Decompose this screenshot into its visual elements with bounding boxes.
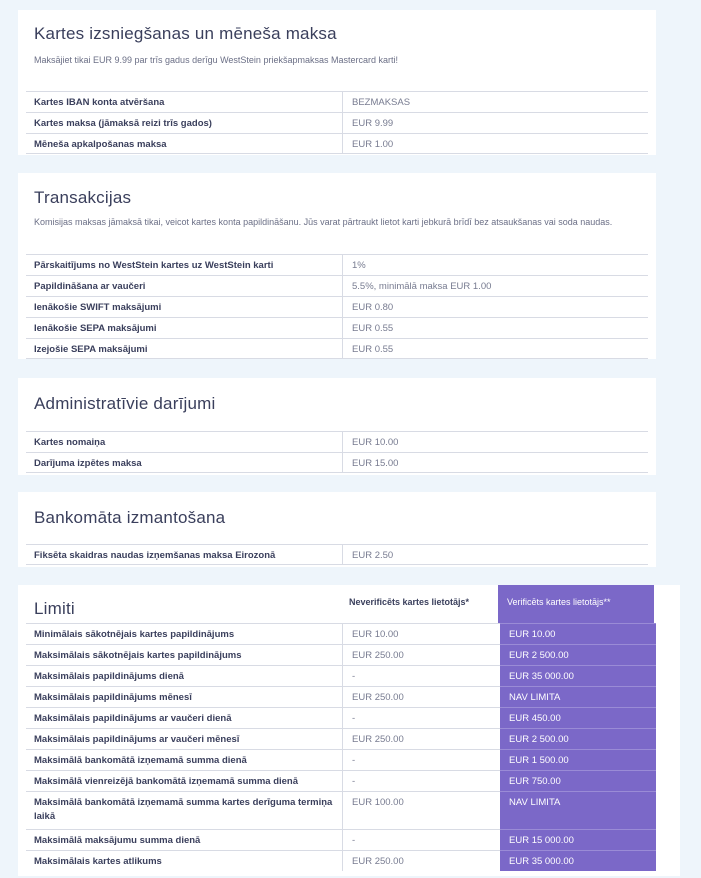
unverified-value: -	[352, 713, 356, 724]
row-label: Kartes IBAN konta atvēršana	[26, 92, 343, 112]
verified-value: EUR 1 500.00	[500, 749, 656, 770]
table-row	[26, 431, 648, 452]
row-value: 5.5%, minimālā maksa EUR 1.00	[352, 281, 492, 292]
admin-title: Administratīvie darījumi	[34, 394, 216, 413]
table-row	[26, 829, 656, 850]
admin-card	[18, 378, 656, 475]
verified-value: EUR 15 000.00	[500, 829, 656, 850]
transactions-title: Transakcijas	[34, 188, 132, 207]
row-label: Darījuma izpētes maksa	[26, 453, 343, 472]
issuance-table	[26, 91, 648, 154]
row-label: Minimālais sākotnējais kartes papildinājums	[26, 624, 343, 644]
table-row	[26, 644, 656, 665]
transactions-table	[26, 254, 648, 359]
table-row	[26, 623, 656, 644]
verified-value: EUR 2 500.00	[500, 728, 656, 749]
atm-card	[18, 492, 656, 567]
row-value: EUR 0.55	[352, 323, 394, 334]
row-value: EUR 0.80	[352, 302, 394, 313]
row-value: EUR 10.00	[352, 437, 399, 448]
verified-value: EUR 750.00	[500, 770, 656, 791]
table-row	[26, 850, 656, 871]
unverified-value: -	[352, 671, 356, 682]
unverified-value: EUR 250.00	[352, 734, 404, 745]
row-label: Mēneša apkalpošanas maksa	[26, 134, 343, 153]
verified-value: EUR 2 500.00	[500, 644, 656, 665]
table-row	[26, 133, 648, 154]
row-label: Fiksēta skaidras naudas izņemšanas maksa Eirozonā	[26, 545, 343, 564]
row-label: Maksimālais papildinājums mēnesī	[26, 687, 343, 707]
unverified-value: EUR 250.00	[352, 650, 404, 661]
verified-value: NAV LIMITA	[500, 791, 656, 829]
verified-value: EUR 35 000.00	[500, 850, 656, 871]
row-label: Papildināšana ar vaučeri	[26, 276, 343, 296]
verified-value: EUR 450.00	[500, 707, 656, 728]
row-label: Izejošie SEPA maksājumi	[26, 339, 343, 358]
verified-value: NAV LIMITA	[500, 686, 656, 707]
table-row	[26, 544, 648, 565]
table-row	[26, 112, 648, 133]
verified-value: EUR 10.00	[500, 623, 656, 644]
row-label: Maksimālā maksājumu summa dienā	[26, 830, 343, 850]
row-label: Maksimālais papildinājums ar vaučeri mēnesī	[26, 729, 343, 749]
unverified-value: -	[352, 755, 356, 766]
row-label: Ienākošie SEPA maksājumi	[26, 318, 343, 338]
issuance-title: Kartes izsniegšanas un mēneša maksa	[34, 24, 337, 43]
row-value: 1%	[352, 260, 366, 271]
row-label: Maksimālais sākotnējais kartes papildinājums	[26, 645, 343, 665]
table-row	[26, 338, 648, 359]
atm-title: Bankomāta izmantošana	[34, 508, 226, 527]
row-label: Maksimālais kartes atlikums	[26, 851, 343, 871]
table-row	[26, 91, 648, 112]
row-value: BEZMAKSAS	[352, 97, 411, 108]
table-row	[26, 770, 656, 791]
table-row	[26, 749, 656, 770]
verified-value: EUR 35 000.00	[500, 665, 656, 686]
row-label: Maksimālā bankomātā izņemamā summa dienā	[26, 750, 343, 770]
atm-table	[26, 544, 648, 565]
row-label: Ienākošie SWIFT maksājumi	[26, 297, 343, 317]
unverified-value: -	[352, 835, 356, 846]
verified-column-header: Verificēts kartes lietotājs**	[498, 585, 654, 623]
table-row	[26, 452, 648, 473]
row-value: EUR 15.00	[352, 458, 399, 469]
row-label: Maksimālā vienreizējā bankomātā izņemamā summa dienā	[26, 771, 343, 791]
limits-card	[18, 585, 680, 876]
unverified-value: EUR 10.00	[352, 629, 399, 640]
table-row	[26, 296, 648, 317]
row-value: EUR 1.00	[352, 139, 394, 150]
limits-table	[26, 623, 656, 871]
limits-title: Limiti	[34, 599, 75, 618]
table-row	[26, 665, 656, 686]
row-value: EUR 2.50	[352, 550, 394, 561]
row-label: Maksimālais papildinājums dienā	[26, 666, 343, 686]
unverified-value: EUR 250.00	[352, 692, 404, 703]
unverified-value: EUR 250.00	[352, 856, 404, 867]
table-row	[26, 317, 648, 338]
transactions-description: Komisijas maksas jāmaksā tikai, veicot kartes konta papildināšanu. Jūs varat pārtraukt lietot karti jebkurā brīdī bez atsaukšanas vai soda naudas.	[34, 217, 613, 227]
table-row	[26, 254, 648, 275]
table-row	[26, 275, 648, 296]
table-row	[26, 707, 656, 728]
issuance-card	[18, 10, 656, 155]
transactions-card	[18, 173, 656, 359]
unverified-value: -	[352, 776, 356, 787]
row-value: EUR 9.99	[352, 118, 394, 129]
table-row	[26, 686, 656, 707]
row-label: Kartes maksa (jāmaksā reizi trīs gados)	[26, 113, 343, 133]
issuance-description: Maksājiet tikai EUR 9.99 par trīs gadus derīgu WestStein priekšapmaksas Mastercard karti!	[34, 55, 398, 65]
row-label: Maksimālā bankomātā izņemamā summa kartes derīguma termiņa laikā	[26, 792, 343, 829]
unverified-value: EUR 100.00	[352, 797, 404, 808]
admin-table	[26, 431, 648, 473]
unverified-column-header: Neverificēts kartes lietotājs*	[349, 597, 470, 607]
table-row	[26, 791, 656, 829]
row-label: Kartes nomaiņa	[26, 432, 343, 452]
table-row	[26, 728, 656, 749]
row-label: Maksimālais papildinājums ar vaučeri dienā	[26, 708, 343, 728]
row-value: EUR 0.55	[352, 344, 394, 355]
row-label: Pārskaitījums no WestStein kartes uz WestStein karti	[26, 255, 343, 275]
